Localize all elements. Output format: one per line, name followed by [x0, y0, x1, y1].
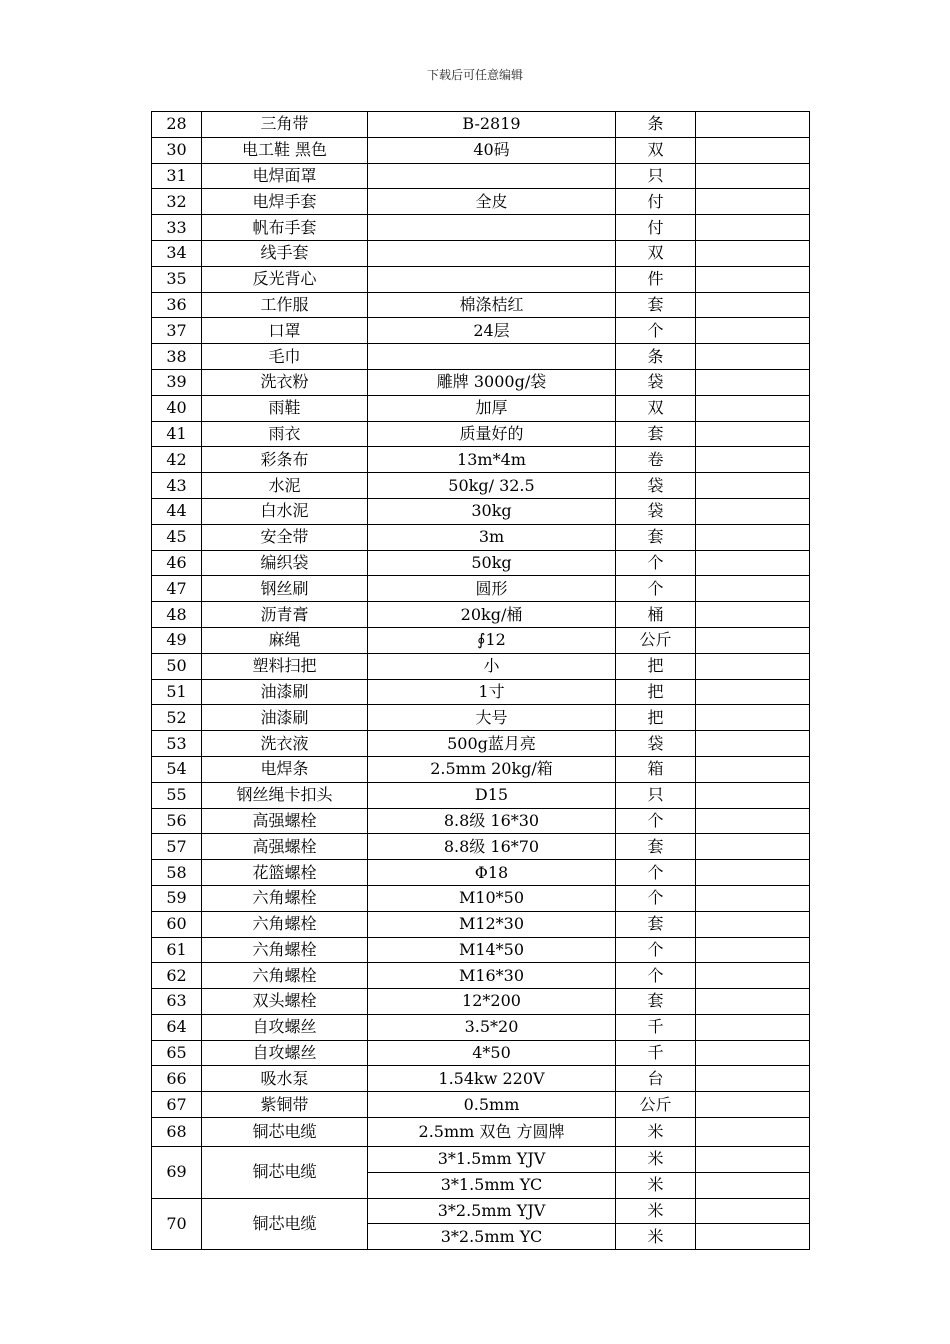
cell-spec: 圆形 [368, 576, 616, 602]
cell-spec: Φ18 [368, 860, 616, 886]
cell-no: 65 [152, 1040, 202, 1066]
cell-remark [696, 1092, 810, 1118]
cell-unit: 公斤 [616, 627, 696, 653]
cell-unit: 桶 [616, 602, 696, 628]
table-row [152, 834, 810, 860]
cell-remark [696, 137, 810, 163]
table-row [152, 705, 810, 731]
cell-no: 50 [152, 653, 202, 679]
cell-spec: 3*2.5mm YC [368, 1224, 616, 1250]
cell-no: 49 [152, 627, 202, 653]
cell-spec: 13m*4m [368, 447, 616, 473]
cell-unit: 米 [616, 1172, 696, 1198]
cell-spec [368, 240, 616, 266]
cell-spec: 小 [368, 653, 616, 679]
cell-no: 40 [152, 395, 202, 421]
table-row [152, 963, 810, 989]
cell-unit: 条 [616, 112, 696, 138]
cell-remark [696, 498, 810, 524]
cell-no: 52 [152, 705, 202, 731]
cell-no: 41 [152, 421, 202, 447]
cell-name: 编织袋 [202, 550, 368, 576]
cell-name: 电焊手套 [202, 189, 368, 215]
cell-spec [368, 215, 616, 241]
cell-name: 紫铜带 [202, 1092, 368, 1118]
cell-unit: 只 [616, 782, 696, 808]
cell-no: 54 [152, 756, 202, 782]
cell-unit: 双 [616, 240, 696, 266]
cell-no: 32 [152, 189, 202, 215]
cell-spec: 棉涤桔红 [368, 292, 616, 318]
table-row [152, 344, 810, 370]
cell-no: 39 [152, 369, 202, 395]
cell-no: 33 [152, 215, 202, 241]
cell-unit: 千 [616, 1014, 696, 1040]
table-row [152, 215, 810, 241]
cell-unit: 个 [616, 808, 696, 834]
table-row [152, 679, 810, 705]
cell-name: 油漆刷 [202, 679, 368, 705]
cell-remark [696, 705, 810, 731]
cell-name: 钢丝刷 [202, 576, 368, 602]
cell-name: 电焊面罩 [202, 163, 368, 189]
cell-unit: 套 [616, 834, 696, 860]
cell-unit: 双 [616, 137, 696, 163]
cell-spec: 24层 [368, 318, 616, 344]
cell-no: 68 [152, 1118, 202, 1147]
cell-remark [696, 292, 810, 318]
cell-name: 高强螺栓 [202, 834, 368, 860]
cell-spec: 雕牌 3000g/袋 [368, 369, 616, 395]
cell-remark [696, 989, 810, 1015]
cell-spec [368, 266, 616, 292]
table-row [152, 550, 810, 576]
cell-remark [696, 215, 810, 241]
cell-unit: 套 [616, 911, 696, 937]
cell-unit: 米 [616, 1147, 696, 1173]
cell-name: 水泥 [202, 473, 368, 499]
cell-no: 31 [152, 163, 202, 189]
cell-spec: B-2819 [368, 112, 616, 138]
table-row [152, 1040, 810, 1066]
cell-unit: 米 [616, 1224, 696, 1250]
cell-unit: 双 [616, 395, 696, 421]
cell-remark [696, 963, 810, 989]
cell-no: 60 [152, 911, 202, 937]
cell-name: 安全带 [202, 524, 368, 550]
cell-unit: 只 [616, 163, 696, 189]
cell-name: 双头螺栓 [202, 989, 368, 1015]
cell-remark [696, 860, 810, 886]
cell-no: 44 [152, 498, 202, 524]
cell-remark [696, 937, 810, 963]
cell-no: 53 [152, 731, 202, 757]
cell-remark [696, 112, 810, 138]
cell-unit: 袋 [616, 731, 696, 757]
table-row [152, 782, 810, 808]
cell-spec: 50kg [368, 550, 616, 576]
cell-no: 62 [152, 963, 202, 989]
cell-remark [696, 1147, 810, 1173]
table-row [152, 627, 810, 653]
cell-name: 六角螺栓 [202, 911, 368, 937]
cell-remark [696, 524, 810, 550]
table-row [152, 602, 810, 628]
cell-unit: 套 [616, 989, 696, 1015]
cell-name: 高强螺栓 [202, 808, 368, 834]
cell-name: 反光背心 [202, 266, 368, 292]
cell-name: 塑料扫把 [202, 653, 368, 679]
cell-unit: 米 [616, 1118, 696, 1147]
cell-spec: 质量好的 [368, 421, 616, 447]
cell-no: 51 [152, 679, 202, 705]
cell-remark [696, 395, 810, 421]
cell-spec: 加厚 [368, 395, 616, 421]
cell-remark [696, 885, 810, 911]
cell-remark [696, 731, 810, 757]
table-row [152, 731, 810, 757]
table-row [152, 885, 810, 911]
cell-no: 42 [152, 447, 202, 473]
table-row [152, 1198, 810, 1224]
cell-no: 56 [152, 808, 202, 834]
cell-unit: 把 [616, 653, 696, 679]
cell-name: 自攻螺丝 [202, 1014, 368, 1040]
cell-name: 吸水泵 [202, 1066, 368, 1092]
cell-unit: 个 [616, 318, 696, 344]
table-row [152, 240, 810, 266]
table-row [152, 1066, 810, 1092]
cell-remark [696, 1014, 810, 1040]
table-row [152, 937, 810, 963]
cell-remark [696, 1198, 810, 1224]
cell-remark [696, 834, 810, 860]
cell-remark [696, 344, 810, 370]
table-row [152, 911, 810, 937]
cell-remark [696, 1066, 810, 1092]
table-row [152, 653, 810, 679]
cell-remark [696, 266, 810, 292]
cell-name: 线手套 [202, 240, 368, 266]
table-row [152, 421, 810, 447]
cell-unit: 个 [616, 860, 696, 886]
cell-spec: 40码 [368, 137, 616, 163]
cell-name: 钢丝绳卡扣头 [202, 782, 368, 808]
cell-unit: 台 [616, 1066, 696, 1092]
cell-spec: 8.8级 16*30 [368, 808, 616, 834]
cell-name: 雨衣 [202, 421, 368, 447]
cell-remark [696, 1040, 810, 1066]
table-row [152, 860, 810, 886]
cell-no: 69 [152, 1147, 202, 1199]
cell-remark [696, 1224, 810, 1250]
cell-name: 口罩 [202, 318, 368, 344]
cell-name: 铜芯电缆 [202, 1147, 368, 1199]
cell-name: 电焊条 [202, 756, 368, 782]
cell-unit: 条 [616, 344, 696, 370]
cell-no: 66 [152, 1066, 202, 1092]
cell-remark [696, 602, 810, 628]
cell-spec: 2.5mm 双色 方圆牌 [368, 1118, 616, 1147]
table-row [152, 989, 810, 1015]
table-row [152, 112, 810, 138]
table-row [152, 808, 810, 834]
table-row [152, 524, 810, 550]
table-row [152, 498, 810, 524]
cell-remark [696, 163, 810, 189]
cell-name: 洗衣液 [202, 731, 368, 757]
cell-name: 油漆刷 [202, 705, 368, 731]
cell-unit: 箱 [616, 756, 696, 782]
cell-name: 六角螺栓 [202, 937, 368, 963]
cell-name: 三角带 [202, 112, 368, 138]
materials-table-body [152, 112, 810, 1250]
cell-spec: 50kg/ 32.5 [368, 473, 616, 499]
cell-spec: 4*50 [368, 1040, 616, 1066]
page-header: 下载后可任意编辑 [426, 68, 523, 82]
cell-unit: 卷 [616, 447, 696, 473]
cell-name: 白水泥 [202, 498, 368, 524]
cell-no: 63 [152, 989, 202, 1015]
cell-unit: 米 [616, 1198, 696, 1224]
cell-spec: 20kg/桶 [368, 602, 616, 628]
table-row [152, 163, 810, 189]
cell-name: 工作服 [202, 292, 368, 318]
cell-name: 沥青膏 [202, 602, 368, 628]
cell-spec: 0.5mm [368, 1092, 616, 1118]
cell-unit: 公斤 [616, 1092, 696, 1118]
cell-remark [696, 189, 810, 215]
cell-spec: 1.54kw 220V [368, 1066, 616, 1092]
cell-unit: 件 [616, 266, 696, 292]
table-row [152, 576, 810, 602]
table-row [152, 1147, 810, 1173]
cell-no: 64 [152, 1014, 202, 1040]
cell-name: 雨鞋 [202, 395, 368, 421]
cell-spec: 1寸 [368, 679, 616, 705]
cell-spec: 3*1.5mm YC [368, 1172, 616, 1198]
cell-name: 铜芯电缆 [202, 1118, 368, 1147]
cell-remark [696, 653, 810, 679]
cell-spec: ∮12 [368, 627, 616, 653]
cell-spec: 3m [368, 524, 616, 550]
cell-name: 洗衣粉 [202, 369, 368, 395]
cell-no: 34 [152, 240, 202, 266]
cell-remark [696, 447, 810, 473]
cell-spec: 3*1.5mm YJV [368, 1147, 616, 1173]
table-row [152, 1092, 810, 1118]
cell-no: 37 [152, 318, 202, 344]
cell-unit: 把 [616, 705, 696, 731]
cell-unit: 付 [616, 215, 696, 241]
cell-spec [368, 344, 616, 370]
cell-spec: 3.5*20 [368, 1014, 616, 1040]
cell-remark [696, 808, 810, 834]
cell-remark [696, 318, 810, 344]
cell-spec: 全皮 [368, 189, 616, 215]
cell-no: 61 [152, 937, 202, 963]
cell-name: 电工鞋 黑色 [202, 137, 368, 163]
cell-name: 帆布手套 [202, 215, 368, 241]
cell-name: 彩条布 [202, 447, 368, 473]
cell-unit: 套 [616, 421, 696, 447]
cell-remark [696, 473, 810, 499]
cell-remark [696, 1118, 810, 1147]
table-row [152, 189, 810, 215]
cell-spec [368, 163, 616, 189]
cell-no: 28 [152, 112, 202, 138]
table-row [152, 292, 810, 318]
cell-name: 六角螺栓 [202, 963, 368, 989]
cell-no: 70 [152, 1198, 202, 1250]
table-row [152, 369, 810, 395]
table-row [152, 1014, 810, 1040]
cell-spec: 500g蓝月亮 [368, 731, 616, 757]
table-row [152, 1118, 810, 1147]
cell-spec: M10*50 [368, 885, 616, 911]
cell-name: 麻绳 [202, 627, 368, 653]
cell-remark [696, 1172, 810, 1198]
cell-spec: 8.8级 16*70 [368, 834, 616, 860]
cell-no: 55 [152, 782, 202, 808]
table-row [152, 473, 810, 499]
cell-remark [696, 627, 810, 653]
cell-spec: 30kg [368, 498, 616, 524]
cell-remark [696, 756, 810, 782]
cell-unit: 个 [616, 550, 696, 576]
cell-no: 58 [152, 860, 202, 886]
cell-remark [696, 911, 810, 937]
cell-unit: 袋 [616, 498, 696, 524]
materials-table [151, 111, 810, 1250]
cell-spec: M16*30 [368, 963, 616, 989]
cell-spec: 3*2.5mm YJV [368, 1198, 616, 1224]
cell-unit: 个 [616, 963, 696, 989]
cell-spec: M12*30 [368, 911, 616, 937]
cell-unit: 袋 [616, 369, 696, 395]
cell-spec: D15 [368, 782, 616, 808]
cell-no: 48 [152, 602, 202, 628]
table-row [152, 395, 810, 421]
cell-no: 46 [152, 550, 202, 576]
cell-unit: 袋 [616, 473, 696, 499]
cell-name: 毛巾 [202, 344, 368, 370]
cell-remark [696, 679, 810, 705]
cell-unit: 套 [616, 292, 696, 318]
cell-no: 43 [152, 473, 202, 499]
cell-no: 57 [152, 834, 202, 860]
cell-unit: 套 [616, 524, 696, 550]
cell-name: 六角螺栓 [202, 885, 368, 911]
table-row [152, 318, 810, 344]
table-row [152, 447, 810, 473]
cell-no: 35 [152, 266, 202, 292]
cell-unit: 千 [616, 1040, 696, 1066]
cell-unit: 个 [616, 937, 696, 963]
cell-no: 38 [152, 344, 202, 370]
cell-remark [696, 550, 810, 576]
cell-no: 59 [152, 885, 202, 911]
table-row [152, 756, 810, 782]
cell-remark [696, 421, 810, 447]
cell-spec: 2.5mm 20kg/箱 [368, 756, 616, 782]
table-row [152, 137, 810, 163]
cell-no: 30 [152, 137, 202, 163]
cell-spec: 大号 [368, 705, 616, 731]
cell-unit: 把 [616, 679, 696, 705]
cell-name: 自攻螺丝 [202, 1040, 368, 1066]
cell-spec: M14*50 [368, 937, 616, 963]
cell-spec: 12*200 [368, 989, 616, 1015]
cell-unit: 付 [616, 189, 696, 215]
cell-name: 铜芯电缆 [202, 1198, 368, 1250]
cell-remark [696, 369, 810, 395]
cell-unit: 个 [616, 885, 696, 911]
cell-no: 47 [152, 576, 202, 602]
cell-remark [696, 576, 810, 602]
table-row [152, 266, 810, 292]
cell-no: 36 [152, 292, 202, 318]
cell-remark [696, 782, 810, 808]
cell-unit: 个 [616, 576, 696, 602]
cell-no: 67 [152, 1092, 202, 1118]
cell-remark [696, 240, 810, 266]
cell-name: 花篮螺栓 [202, 860, 368, 886]
cell-no: 45 [152, 524, 202, 550]
